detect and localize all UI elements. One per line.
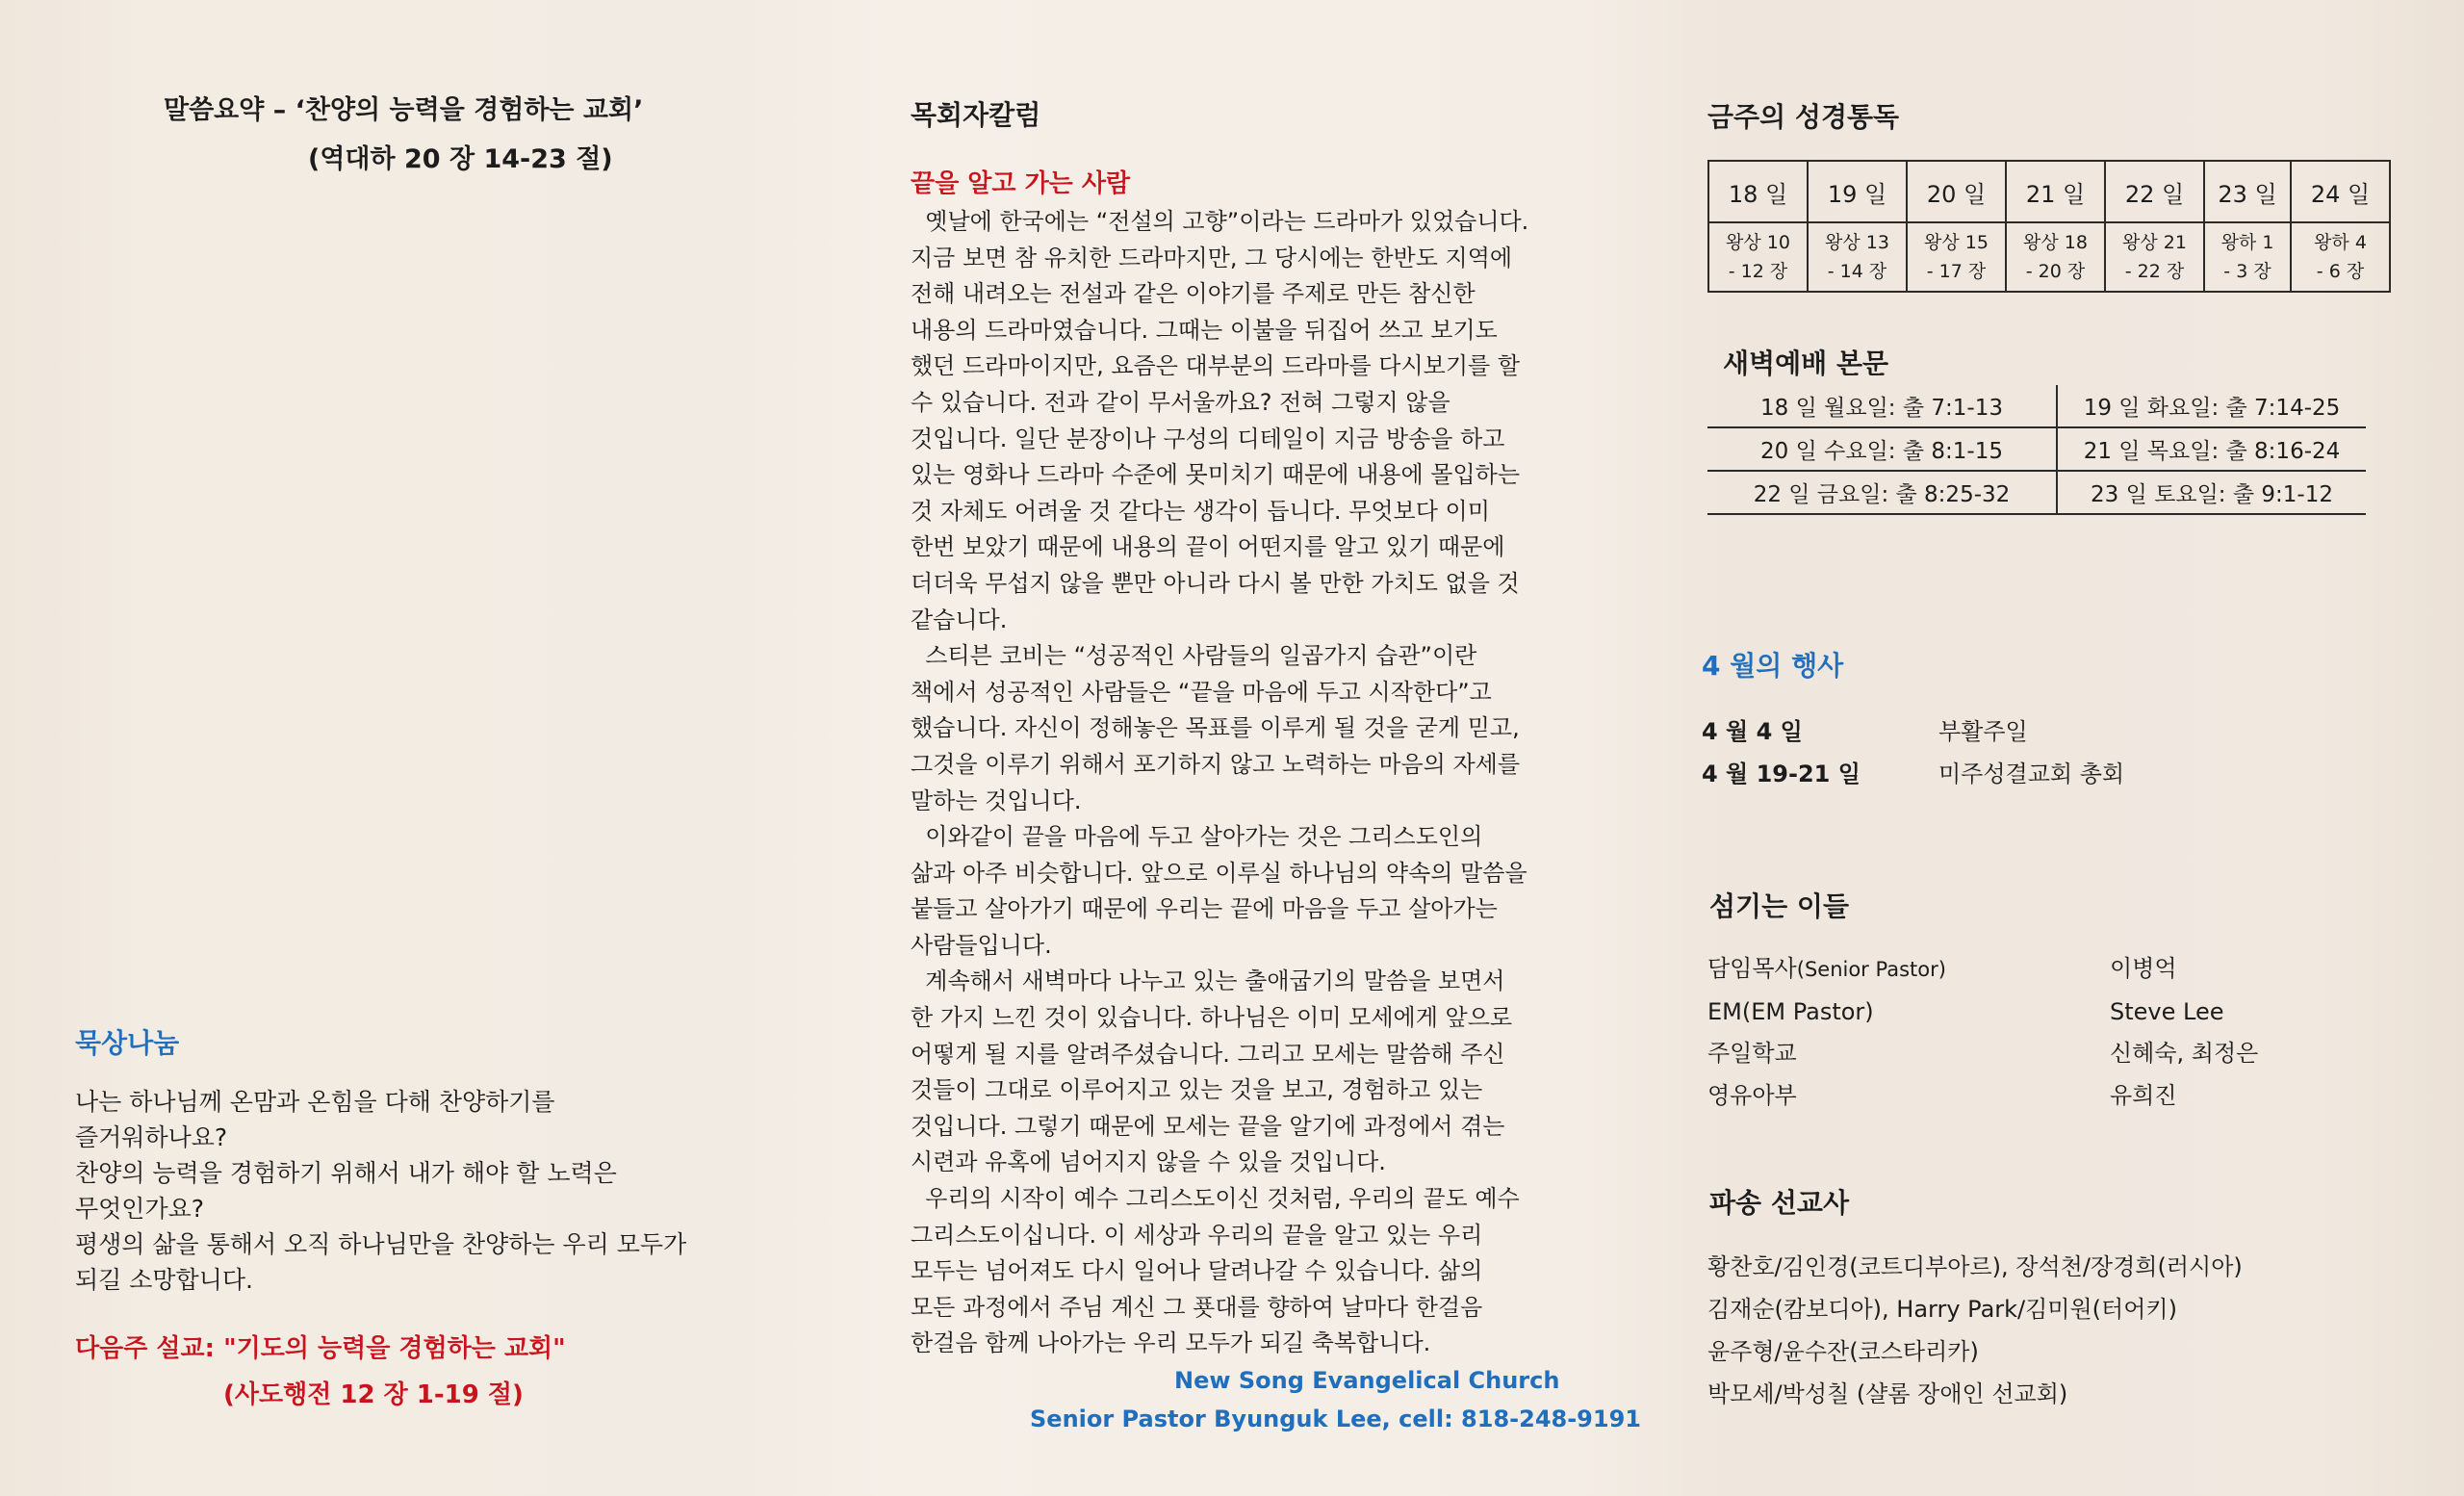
server-name: 유희진 <box>2110 1081 2177 1109</box>
column-body-line: 지금 보면 참 유치한 드라마지만, 그 당시에는 한반도 지역에 <box>911 244 1513 271</box>
column-body-line: 것 자체도 어려울 것 같다는 생각이 듭니다. 무엇보다 이미 <box>911 497 1490 525</box>
event-name: 미주성결교회 총회 <box>1938 761 2125 787</box>
column-body-line: 옛날에 한국에는 “전설의 고향”이라는 드라마가 있었습니다. <box>911 208 1529 235</box>
dawn-service-cell: 22 일 금요일: 출 8:25-32 <box>1707 471 2057 514</box>
column-body-line: 수 있습니다. 전과 같이 무서울까요? 전혀 그렇지 않을 <box>911 388 1450 416</box>
column-body-line: 시련과 유혹에 넘어지지 않을 수 있을 것입니다. <box>911 1148 1386 1176</box>
column-body-line: 했습니다. 자신이 정해놓은 목표를 이루게 될 것을 굳게 믿고, <box>911 714 1520 742</box>
column-body-line: 한번 보았기 때문에 내용의 끝이 어떤지를 알고 있기 때문에 <box>911 533 1505 561</box>
column-body-line: 스티븐 코비는 “성공적인 사람들의 일곱가지 습관”이란 <box>911 642 1477 670</box>
reading-book: 왕상 18 - 20 장 <box>2006 222 2105 292</box>
events-heading: 4 월의 행사 <box>1702 650 1844 682</box>
reading-heading: 금주의 성경통독 <box>1707 101 1900 133</box>
dawn-service-cell: 18 일 월요일: 출 7:1-13 <box>1707 385 2057 427</box>
reading-day: 24 일 <box>2291 161 2390 222</box>
server-role: EM(EM Pastor) <box>1707 997 1874 1025</box>
server-role: 주일학교 <box>1707 1040 1797 1067</box>
next-sermon-title: 다음주 설교: "기도의 능력을 경험하는 교회" <box>75 1334 566 1363</box>
dawn-service-cell: 20 일 수요일: 출 8:1-15 <box>1707 427 2057 471</box>
column-body-line: 붙들고 살아가기 때문에 우리는 끝에 마음을 두고 살아가는 <box>911 895 1498 923</box>
column-body-line: 삶과 아주 비슷합니다. 앞으로 이루실 하나님의 약속의 말씀을 <box>911 859 1527 887</box>
dawn-service-cell: 19 일 화요일: 출 7:14-25 <box>2057 385 2366 427</box>
event-date: 4 월 4 일 <box>1702 718 1803 745</box>
meditation-text <box>75 1084 768 1298</box>
column-body-line: 우리의 시작이 예수 그리스도이신 것처럼, 우리의 끝도 예수 <box>911 1185 1520 1213</box>
sermon-title: 말씀요약 – ‘찬양의 능력을 경험하는 교회’ <box>164 95 644 125</box>
column-body-line: 그리스도이십니다. 이 세상과 우리의 끝을 알고 있는 우리 <box>911 1221 1483 1249</box>
missionary-item: 윤주형/윤수잔(코스타리카) <box>1707 1338 1979 1365</box>
column-body-line: 그것을 이루기 위해서 포기하지 않고 노력하는 마음의 자세를 <box>911 750 1521 778</box>
reading-day: 20 일 <box>1907 161 2006 222</box>
pastor-column-heading: 목회자칼럼 <box>911 99 1041 131</box>
reading-book: 왕상 21 - 22 장 <box>2105 222 2204 292</box>
reading-book: 왕상 10 - 12 장 <box>1708 222 1808 292</box>
meditation-line: 즐거워하나요? <box>75 1123 228 1151</box>
column-body-line: 한걸음 함께 나아가는 우리 모두가 되길 축복합니다. <box>911 1329 1431 1357</box>
pastor-column <box>866 0 1656 1496</box>
column-body-line: 것들이 그대로 이루어지고 있는 것을 보고, 경험하고 있는 <box>911 1076 1483 1104</box>
column-body-line: 있는 영화나 드라마 수준에 못미치기 때문에 내용에 몰입하는 <box>911 461 1521 489</box>
reading-day: 21 일 <box>2006 161 2105 222</box>
dawn-service-table <box>1707 385 2366 515</box>
event-name: 부활주일 <box>1938 718 2028 745</box>
reading-day: 19 일 <box>1808 161 1907 222</box>
reading-book: 왕하 1 - 3 장 <box>2204 222 2291 292</box>
meditation-heading: 묵상나눔 <box>75 1027 180 1059</box>
column-body-line: 것입니다. 일단 분장이나 구성의 디테일이 지금 방송을 하고 <box>911 425 1505 452</box>
column-body-line: 계속해서 새벽마다 나누고 있는 출애굽기의 말씀을 보면서 <box>911 967 1505 995</box>
column-body-line: 말하는 것입니다. <box>911 787 1082 814</box>
reading-book: 왕상 13 - 14 장 <box>1808 222 1907 292</box>
server-item <box>1707 948 2258 992</box>
meditation-line: 무엇인가요? <box>75 1195 205 1223</box>
event-item <box>1702 753 2124 795</box>
dawn-service-cell: 21 일 목요일: 출 8:16-24 <box>2057 427 2366 471</box>
meditation-line: 되길 소망합니다. <box>75 1266 253 1294</box>
event-date: 4 월 19-21 일 <box>1702 761 1861 787</box>
signature-church: New Song Evangelical Church <box>1174 1367 1560 1394</box>
column-body-line: 같습니다. <box>911 606 1008 633</box>
column-body-line: 내용의 드라마였습니다. 그때는 이불을 뒤집어 쓰고 보기도 <box>911 316 1498 344</box>
next-sermon-reference: (사도행전 12 장 1-19 절) <box>223 1380 524 1409</box>
event-item <box>1702 710 2124 753</box>
events-list <box>1702 710 2124 795</box>
column-body-line: 전해 내려오는 전설과 같은 이야기를 주제로 만든 참신한 <box>911 280 1476 308</box>
meditation-line: 나는 하나님께 온맘과 온힘을 다해 찬양하기를 <box>75 1088 555 1116</box>
sermon-reference: (역대하 20 장 14-23 절) <box>308 144 613 174</box>
reading-table <box>1707 160 2391 293</box>
dawn-service-cell: 23 일 토요일: 출 9:1-12 <box>2057 471 2366 514</box>
server-item <box>1707 1075 2258 1118</box>
column-body-line: 모두는 넘어져도 다시 일어나 달려나갈 수 있습니다. 삶의 <box>911 1257 1483 1285</box>
missionary-item: 박모세/박성칠 (샬롬 장애인 선교회) <box>1707 1380 2068 1407</box>
server-name: 신혜숙, 최정은 <box>2110 1040 2259 1067</box>
dawn-service-heading: 새벽예배 본문 <box>1723 348 1889 379</box>
column-body-line: 모든 과정에서 주님 계신 그 푯대를 향하여 날마다 한걸음 <box>911 1293 1483 1321</box>
missionary-item: 황찬호/김인경(코트디부아르), 장석천/장경희(러시아) <box>1707 1253 2243 1280</box>
server-role: 영유아부 <box>1707 1081 1797 1109</box>
column-body-line: 것입니다. 그렇기 때문에 모세는 끝을 알기에 과정에서 겪는 <box>911 1112 1505 1140</box>
server-role: 담임목사(Senior Pastor) <box>1707 955 1946 982</box>
servers-heading: 섬기는 이들 <box>1709 890 1849 922</box>
reading-book: 왕상 15 - 17 장 <box>1907 222 2006 292</box>
server-item <box>1707 992 2258 1034</box>
pastor-column-body <box>911 204 1565 1362</box>
column-body-line: 더더욱 무섭지 않을 뿐만 아니라 다시 볼 만한 가치도 없을 것 <box>911 569 1520 597</box>
column-body-line: 이와같이 끝을 마음에 두고 살아가는 것은 그리스도인의 <box>911 823 1483 851</box>
column-body-line: 사람들입니다. <box>911 931 1052 959</box>
pastor-column-subheading: 끝을 알고 가는 사람 <box>911 169 1131 198</box>
schedule-column <box>1656 0 2464 1496</box>
servers-list <box>1707 948 2258 1117</box>
reading-day: 22 일 <box>2105 161 2204 222</box>
reading-day: 18 일 <box>1708 161 1808 222</box>
column-body-line: 어떻게 될 지를 알려주셨습니다. 그리고 모세는 말씀해 주신 <box>911 1040 1505 1068</box>
server-name: 이병억 <box>2110 955 2177 982</box>
server-name: Steve Lee <box>2110 997 2224 1025</box>
reading-day: 23 일 <box>2204 161 2291 222</box>
missionary-item: 김재순(캄보디아), Harry Park/김미원(터어키) <box>1707 1296 2177 1323</box>
server-item <box>1707 1033 2258 1075</box>
meditation-line: 평생의 삶을 통해서 오직 하나님만을 찬양하는 우리 모두가 <box>75 1230 687 1258</box>
column-body-line: 했던 드라마이지만, 요즘은 대부분의 드라마를 다시보기를 할 <box>911 352 1521 380</box>
missionaries-list <box>1707 1246 2243 1415</box>
signature-pastor: Senior Pastor Byunguk Lee, cell: 818-248-9191 <box>1030 1406 1641 1432</box>
reading-book: 왕하 4 - 6 장 <box>2291 222 2390 292</box>
column-body-line: 책에서 성공적인 사람들은 “끝을 마음에 두고 시작한다”고 <box>911 678 1492 706</box>
meditation-line: 찬양의 능력을 경험하기 위해서 내가 해야 할 노력은 <box>75 1159 617 1187</box>
column-body-line: 한 가지 느낀 것이 있습니다. 하나님은 이미 모세에게 앞으로 <box>911 1004 1513 1032</box>
sermon-column <box>0 0 866 1496</box>
missionaries-heading: 파송 선교사 <box>1709 1187 1849 1219</box>
